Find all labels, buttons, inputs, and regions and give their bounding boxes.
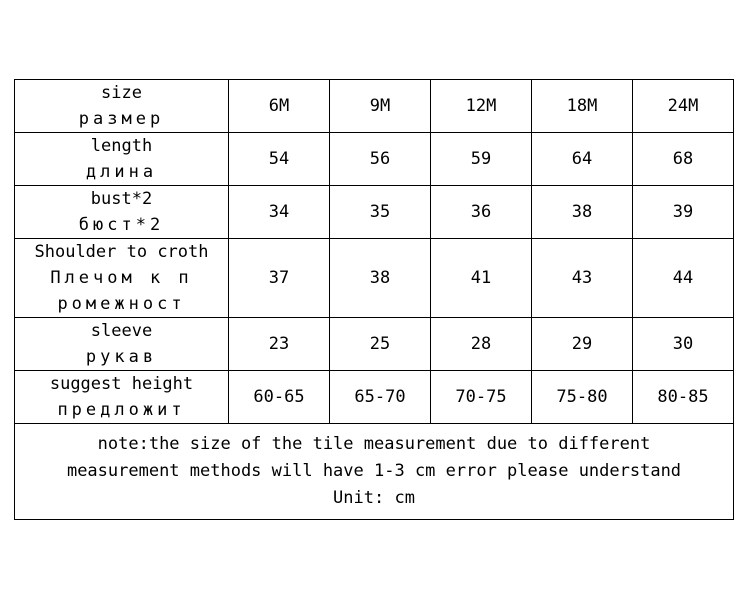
row-label-shoulder [15, 239, 229, 318]
table-cell: 35 [330, 186, 431, 239]
row-label-ru-line2: ромежност [57, 294, 186, 314]
note-cell [15, 424, 734, 520]
table-cell: 43 [532, 239, 633, 318]
table-cell: 68 [633, 133, 734, 186]
table-cell: 29 [532, 318, 633, 371]
table-cell: 37 [229, 239, 330, 318]
table-cell: 54 [229, 133, 330, 186]
table-cell: 70-75 [431, 371, 532, 424]
table-cell: 56 [330, 133, 431, 186]
table-cell: 23 [229, 318, 330, 371]
column-header-24m: 24M [633, 80, 734, 133]
size-label-ru: размер [78, 109, 165, 129]
row-label-suggest-height [15, 371, 229, 424]
table-row-length [15, 133, 734, 186]
table-cell: 36 [431, 186, 532, 239]
table-cell: 34 [229, 186, 330, 239]
note-line-2: measurement methods will have 1-3 cm error please understand [66, 461, 682, 481]
row-label-length [15, 133, 229, 186]
table-cell: 41 [431, 239, 532, 318]
row-label-ru-line1: Плечом к п [50, 268, 193, 288]
row-label-bust [15, 186, 229, 239]
table-cell: 28 [431, 318, 532, 371]
size-label-cell [15, 80, 229, 133]
table-cell: 64 [532, 133, 633, 186]
row-label-en: bust*2 [90, 189, 153, 209]
row-label-sleeve [15, 318, 229, 371]
table-cell: 80-85 [633, 371, 734, 424]
table-cell: 44 [633, 239, 734, 318]
table-cell: 38 [532, 186, 633, 239]
size-label-en: size [101, 83, 142, 103]
row-label-en: Shoulder to croth [34, 242, 209, 262]
column-header-6m: 6M [229, 80, 330, 133]
row-label-ru: длина [85, 162, 158, 182]
table-cell: 25 [330, 318, 431, 371]
column-header-12m: 12M [431, 80, 532, 133]
table-cell: 30 [633, 318, 734, 371]
note-row [15, 424, 734, 520]
size-chart-table [14, 79, 734, 520]
table-cell: 65-70 [330, 371, 431, 424]
table-row-shoulder [15, 239, 734, 318]
note-unit: Unit: cm [333, 488, 415, 508]
row-label-ru: бюст*2 [78, 215, 165, 235]
table-cell: 59 [431, 133, 532, 186]
table-cell: 75-80 [532, 371, 633, 424]
table-row-suggest-height [15, 371, 734, 424]
row-label-en: length [90, 136, 153, 156]
column-header-9m: 9M [330, 80, 431, 133]
note-line-1: note:the size of the tile measurement due to different [97, 434, 651, 454]
table-cell: 39 [633, 186, 734, 239]
row-label-en: sleeve [90, 321, 153, 341]
table-row-sleeve [15, 318, 734, 371]
row-label-en: suggest height [49, 374, 194, 394]
header-row [15, 80, 734, 133]
table-cell: 60-65 [229, 371, 330, 424]
row-label-ru: рукав [85, 347, 158, 367]
row-label-ru: предложит [57, 400, 186, 420]
table-cell: 38 [330, 239, 431, 318]
column-header-18m: 18M [532, 80, 633, 133]
table-row-bust [15, 186, 734, 239]
